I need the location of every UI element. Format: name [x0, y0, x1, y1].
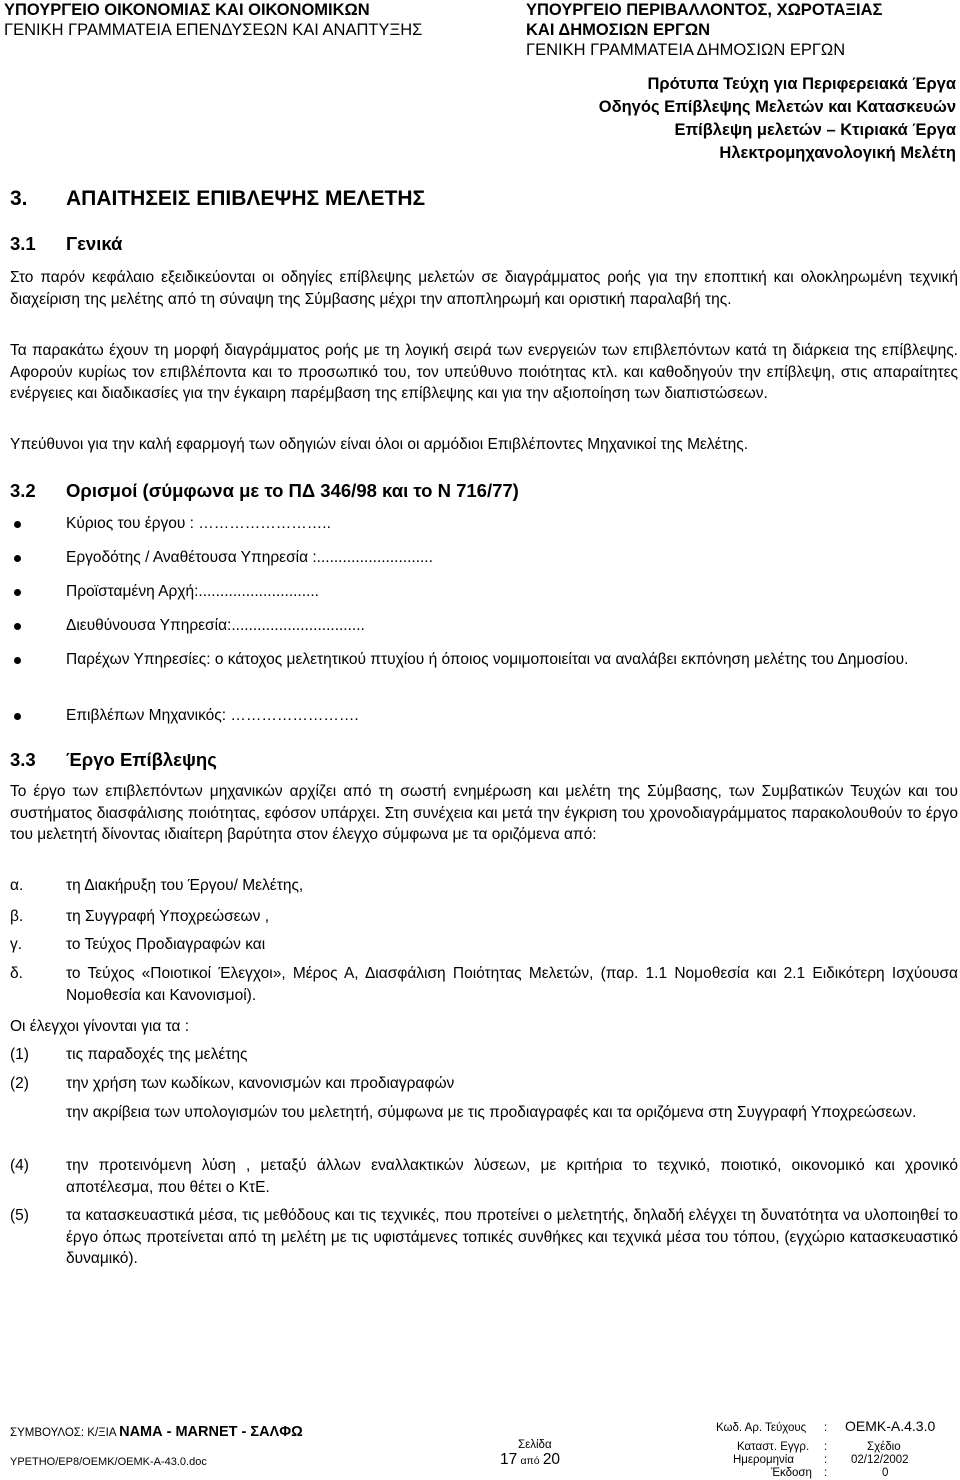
secretariat-investment: ΓΕΝΙΚΗ ΓΡΑΜΜΑΤΕΙΑ ΕΠΕΝΔΥΣΕΩΝ ΚΑΙ ΑΝΑΠΤΥΞΗΣ: [4, 21, 423, 39]
ministry-economy: ΥΠΟΥΡΓΕΙΟ ΟΙΚΟΝΟΜΙΑΣ ΚΑΙ ΟΙΚΟΝΟΜΙΚΩΝ: [4, 1, 370, 19]
list-label: (4): [10, 1157, 29, 1174]
section-3-title: ΑΠΑΙΤΗΣΕΙΣ ΕΠΙΒΛΕΨΗΣ ΜΕΛΕΤΗΣ: [66, 187, 426, 210]
status-colon: :: [824, 1441, 828, 1453]
edition-label: Έκδοση: [771, 1467, 812, 1479]
page-current: 17: [500, 1451, 518, 1468]
list-text: τη Συγγραφή Υποχρεώσεων ,: [66, 908, 270, 925]
page-of: από: [520, 1455, 540, 1467]
definition-employer: Εργοδότης / Αναθέτουσα Υπηρεσία :...........................: [66, 549, 433, 566]
definition-supervising-engineer: Επιβλέπων Μηχανικός: …………………….: [66, 707, 359, 724]
bullet-icon: [14, 623, 21, 630]
list-text: την ακρίβεια των υπολογισμών του μελετητή, σύμφωνα με τις προδιαγραφές και τα οριζόμενα στη Συγγραφή Υποχρεώσεων.: [66, 1104, 917, 1121]
header-left: [4, 0, 504, 40]
list-label: γ.: [10, 936, 23, 953]
paragraph-3-1-intro: Στο παρόν κεφάλαιο εξειδικεύονται οι οδηγίες επίβλεψης μελετών σε διαγράμματος ροής για την εποπτική και ολοκληρωμένη τεχνική διαχείριση της μελέτης από τη σύναψη της Σύμβασης μέχρι την αποπληρωμή και οριστική παραλαβή της.: [10, 269, 958, 308]
subtitle-line-3: Επίβλεψη μελετών – Κτιριακά Έργα: [674, 121, 956, 139]
edition-value: 0: [882, 1467, 889, 1479]
bullet-icon: [14, 521, 21, 528]
list-label: δ.: [10, 965, 23, 982]
code-label: Κωδ. Αρ. Τεύχους: [716, 1422, 807, 1434]
bullet-icon: [14, 589, 21, 596]
document-subtitle: [599, 73, 956, 165]
date-label: Ημερομηνία: [733, 1454, 794, 1466]
section-3-3-title: Έργο Επίβλεψης: [66, 749, 217, 770]
ministry-environment-cont: ΚΑΙ ΔΗΜΟΣΙΩΝ ΕΡΓΩΝ: [526, 21, 711, 39]
list-label: (5): [10, 1207, 29, 1224]
bullet-icon: [14, 555, 21, 562]
definition-directing-service: Διευθύνουσα Υπηρεσία:...............................: [66, 617, 365, 634]
paragraph-3-1-flow: Τα παρακάτω έχουν τη μορφή διαγράμματος ροής με τη λογική σειρά των ενεργειών των επιβλεπόντων κατά τη διάρκεια της επίβλεψης. Αφορούν κυρίως τον επιβλέποντα και το προσωπικό του, τον υπεύθυνο ποιότητας κτλ. και καθοδηγούν την επίβλεψη, στις απαραίτητες ενέργειες και διαδικασίες για την έγκαιρη παρέμβαση της επίβλεψης και για την αξιοποίηση των διαπιστώσεων.: [10, 342, 958, 402]
section-3-1-number: 3.1: [10, 233, 36, 254]
paragraph-3-3-intro: Το έργο των επιβλεπόντων μηχανικών αρχίζει από τη σωστή ενημέρωση και μελέτη της Σύμβασης, των Συμβατικών Τευχών και του συστήματος διασφάλισης ποιότητας, εφόσον υπάρχει. Στη συνέχεια και μετά την έγκριση του χρονοδιαγράμματος παρακολουθούν το έργο του μελετητή δίνοντας ιδιαίτερη βαρύτητα στον έλεγχο σύμφωνα με τα οριζόμενα από:: [10, 783, 958, 843]
list-label: β.: [10, 908, 24, 925]
bullet-icon: [14, 657, 21, 664]
page-number: [500, 1453, 560, 1468]
list-label: (1): [10, 1046, 29, 1063]
code-value: ΟΕΜΚ-Α.4.3.0: [845, 1418, 936, 1434]
date-colon: :: [824, 1454, 828, 1466]
list-text: το Τεύχος Προδιαγραφών και: [66, 936, 266, 953]
header-right: [526, 0, 960, 60]
subtitle-line-2: Οδηγός Επίβλεψης Μελετών και Κατασκευών: [598, 98, 956, 116]
ministry-environment: ΥΠΟΥΡΓΕΙΟ ΠΕΡΙΒΑΛΛΟΝΤΟΣ, ΧΩΡΟΤΑΞΙΑΣ: [526, 1, 883, 19]
list-text: τις παραδοχές της μελέτης: [66, 1046, 248, 1063]
page-label: Σελίδα: [518, 1439, 552, 1451]
list-label: α.: [10, 877, 24, 894]
subtitle-line-1: Πρότυπα Τεύχη για Περιφερειακά Έργα: [647, 75, 956, 93]
file-name: ΥΡΕΤΗΟ/ΕΡ8/ΟΕΜΚ/ΟΕΜΚ-Α-43.0.doc: [10, 1456, 207, 1468]
paragraph-3-1-responsible: Υπεύθυνοι για την καλή εφαρμογή των οδηγιών είναι όλοι οι αρμόδιοι Επιβλέποντες Μηχανικοί της Μελέτης.: [10, 436, 749, 453]
status-value: Σχέδιο: [867, 1441, 901, 1453]
checks-intro: Οι έλεγχοι γίνονται για τα :: [10, 1018, 190, 1035]
status-label: Καταστ. Εγγρ.: [737, 1441, 810, 1453]
list-text: την χρήση των κωδίκων, κανονισμών και προδιαγραφών: [66, 1075, 455, 1092]
definition-service-provider: Παρέχων Υπηρεσίες: ο κάτοχος μελετητικού πτυχίου ή όποιος νομιμοποιείται να αναλάβει εκπόνηση μελέτης του Δημοσίου.: [66, 651, 909, 668]
section-3-2-title: Ορισμοί (σύμφωνα με το ΠΔ 346/98 και το Ν 716/77): [66, 480, 519, 501]
list-text: το Τεύχος «Ποιοτικοί Έλεγχοι», Μέρος Α, Διασφάλιση Ποιότητας Μελετών, (παρ. 1.1 Νομοθεσία και 2.1 Ειδικότερη Ισχύουσα Νομοθεσία και Κανονισμοί).: [66, 965, 958, 1004]
code-colon: :: [824, 1422, 828, 1434]
section-3-2-number: 3.2: [10, 480, 36, 501]
date-value: 02/12/2002: [851, 1454, 909, 1466]
consultant-name: ΝΑΜΑ - ΜΑRΝΕΤ - ΣΑΛΦΩ: [119, 1424, 303, 1440]
list-text: τα κατασκευαστικά μέσα, τις μεθόδους και τις τεχνικές, που προτείνει ο μελετητής, δηλαδή ελέγχει τη δυνατότητα να υλοποιηθεί το έργο όπως προτείνεται από τη μελέτη με τις υφιστάμενες τοπικές συνθήκες και τεχνικά μέσα του τόπου, (εγχώριο κατασκευαστικό δυναμικό).: [66, 1207, 958, 1267]
consultant-line: [10, 1425, 303, 1440]
consultant-label: ΣΥΜΒΟΥΛΟΣ: Κ/ΞΙΑ: [10, 1427, 116, 1439]
section-3-1-title: Γενικά: [66, 233, 123, 254]
secretariat-public-works: ΓΕΝΙΚΗ ΓΡΑΜΜΑΤΕΙΑ ΔΗΜΟΣΙΩΝ ΕΡΓΩΝ: [526, 41, 846, 59]
bullet-icon: [14, 713, 21, 720]
section-3-3-number: 3.3: [10, 749, 36, 770]
list-text: τη Διακήρυξη του Έργου/ Μελέτης,: [66, 877, 304, 894]
list-text: την προτεινόμενη λύση , μεταξύ άλλων εναλλακτικών λύσεων, με κριτήρια το τεχνικό, ποιοτικό, οικονομικό και χρονικό αποτέλεσμα, που θέτει ο ΚτΕ.: [66, 1157, 958, 1196]
definition-owner: Κύριος του έργου : ……………………..: [66, 515, 331, 532]
section-3-number: 3.: [10, 187, 28, 210]
definition-supervising-authority: Προϊσταμένη Αρχή:............................: [66, 583, 319, 600]
subtitle-line-4: Ηλεκτρομηχανολογική Μελέτη: [719, 144, 956, 162]
list-label: (2): [10, 1075, 29, 1092]
page-total: 20: [542, 1451, 561, 1468]
edition-colon: :: [824, 1467, 828, 1479]
